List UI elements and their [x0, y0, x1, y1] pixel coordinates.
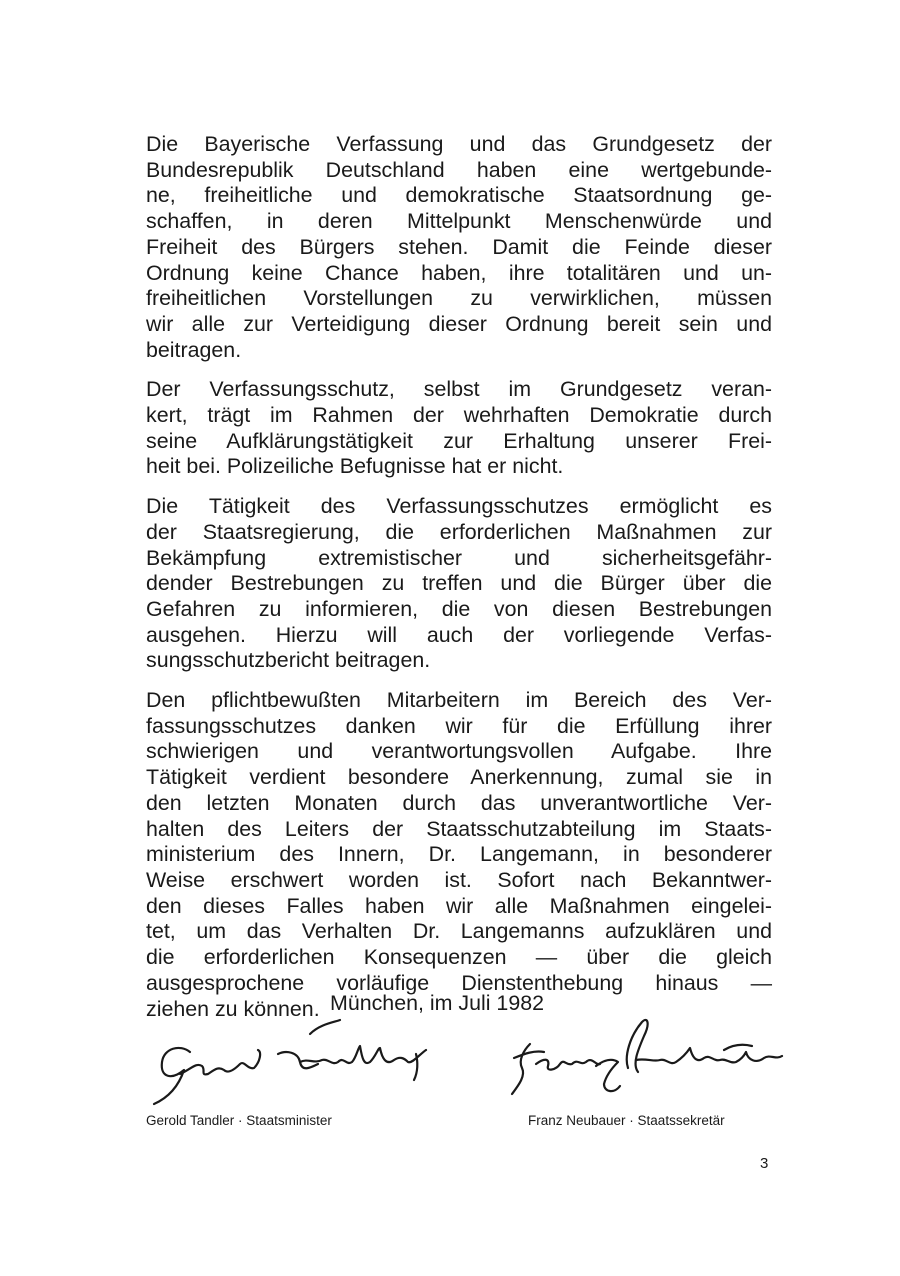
- text-line: kert, trägt im Rahmen der wehrhaften Demokratie durch: [146, 403, 772, 428]
- text-line: Die Tätigkeit des Verfassungsschutzes ermöglicht es: [146, 494, 772, 519]
- text-line: den letzten Monaten durch das unverantwortliche Ver-: [146, 790, 772, 815]
- text-line: ne, freiheitliche und demokratische Staatsordnung ge-: [146, 183, 772, 208]
- text-line: heit bei. Polizeiliche Befugnisse hat er nicht.: [146, 454, 564, 479]
- text-line: Tätigkeit verdient besondere Anerkennung, zumal sie in: [146, 765, 772, 790]
- text-line: ausgehen. Hierzu will auch der vorliegende Verfas-: [146, 622, 772, 647]
- body-text: [146, 132, 772, 1036]
- text-line: den dieses Falles haben wir alle Maßnahmen eingelei-: [146, 893, 772, 918]
- text-line: Weise erschwert worden ist. Sofort nach Bekanntwer-: [146, 867, 772, 892]
- paragraph-1: [146, 132, 772, 363]
- signature-right: [500, 1010, 800, 1110]
- text-line: schaffen, in deren Mittelpunkt Menschenwürde und: [146, 209, 772, 234]
- text-line: dender Bestrebungen zu treffen und die Bürger über die: [146, 571, 772, 596]
- text-line: Der Verfassungsschutz, selbst im Grundgesetz veran-: [146, 377, 772, 402]
- text-line: Den pflichtbewußten Mitarbeitern im Bereich des Ver-: [146, 688, 772, 713]
- text-line: Ordnung keine Chance haben, ihre totalitären und un-: [146, 260, 772, 285]
- paragraph-3: [146, 494, 772, 674]
- place-date: München, im Juli 1982: [330, 991, 545, 1015]
- text-line: tet, um das Verhalten Dr. Langemanns aufzuklären und: [146, 919, 772, 944]
- text-line: die erforderlichen Konsequenzen — über die gleich: [146, 945, 772, 970]
- paragraph-4: [146, 688, 772, 1022]
- signature-left: [150, 1018, 450, 1108]
- text-line: Bekämpfung extremistischer und sicherheitsgefähr-: [146, 545, 772, 570]
- text-line: Bundesrepublik Deutschland haben eine wertgebunde-: [146, 157, 772, 182]
- text-line: freiheitlichen Vorstellungen zu verwirklichen, müssen: [146, 286, 772, 311]
- text-line: ziehen zu können.: [146, 996, 320, 1021]
- text-line: seine Aufklärungstätigkeit zur Erhaltung unserer Frei-: [146, 428, 772, 453]
- text-line: fassungsschutzes danken wir für die Erfüllung ihrer: [146, 713, 772, 738]
- text-line: schwierigen und verantwortungsvollen Aufgabe. Ihre: [146, 739, 772, 764]
- paragraph-2: [146, 377, 772, 480]
- text-line: sungsschutzbericht beitragen.: [146, 648, 431, 673]
- signer-name-right: Franz Neubauer · Staatssekretär: [528, 1113, 725, 1128]
- page-number: 3: [760, 1155, 769, 1172]
- text-line: ausgesprochene vorläufige Dienstenthebung hinaus —: [146, 970, 772, 995]
- text-line: beitragen.: [146, 337, 242, 362]
- text-line: wir alle zur Verteidigung dieser Ordnung bereit sein und: [146, 311, 772, 336]
- text-line: ministerium des Innern, Dr. Langemann, in besonderer: [146, 842, 772, 867]
- text-line: halten des Leiters der Staatsschutzabteilung im Staats-: [146, 816, 772, 841]
- text-line: der Staatsregierung, die erforderlichen Maßnahmen zur: [146, 519, 772, 544]
- text-line: Freiheit des Bürgers stehen. Damit die Feinde dieser: [146, 234, 772, 259]
- text-line: Gefahren zu informieren, die von diesen Bestrebungen: [146, 596, 772, 621]
- signer-name-left: Gerold Tandler · Staatsminister: [146, 1113, 332, 1128]
- text-line: Die Bayerische Verfassung und das Grundgesetz der: [146, 132, 772, 156]
